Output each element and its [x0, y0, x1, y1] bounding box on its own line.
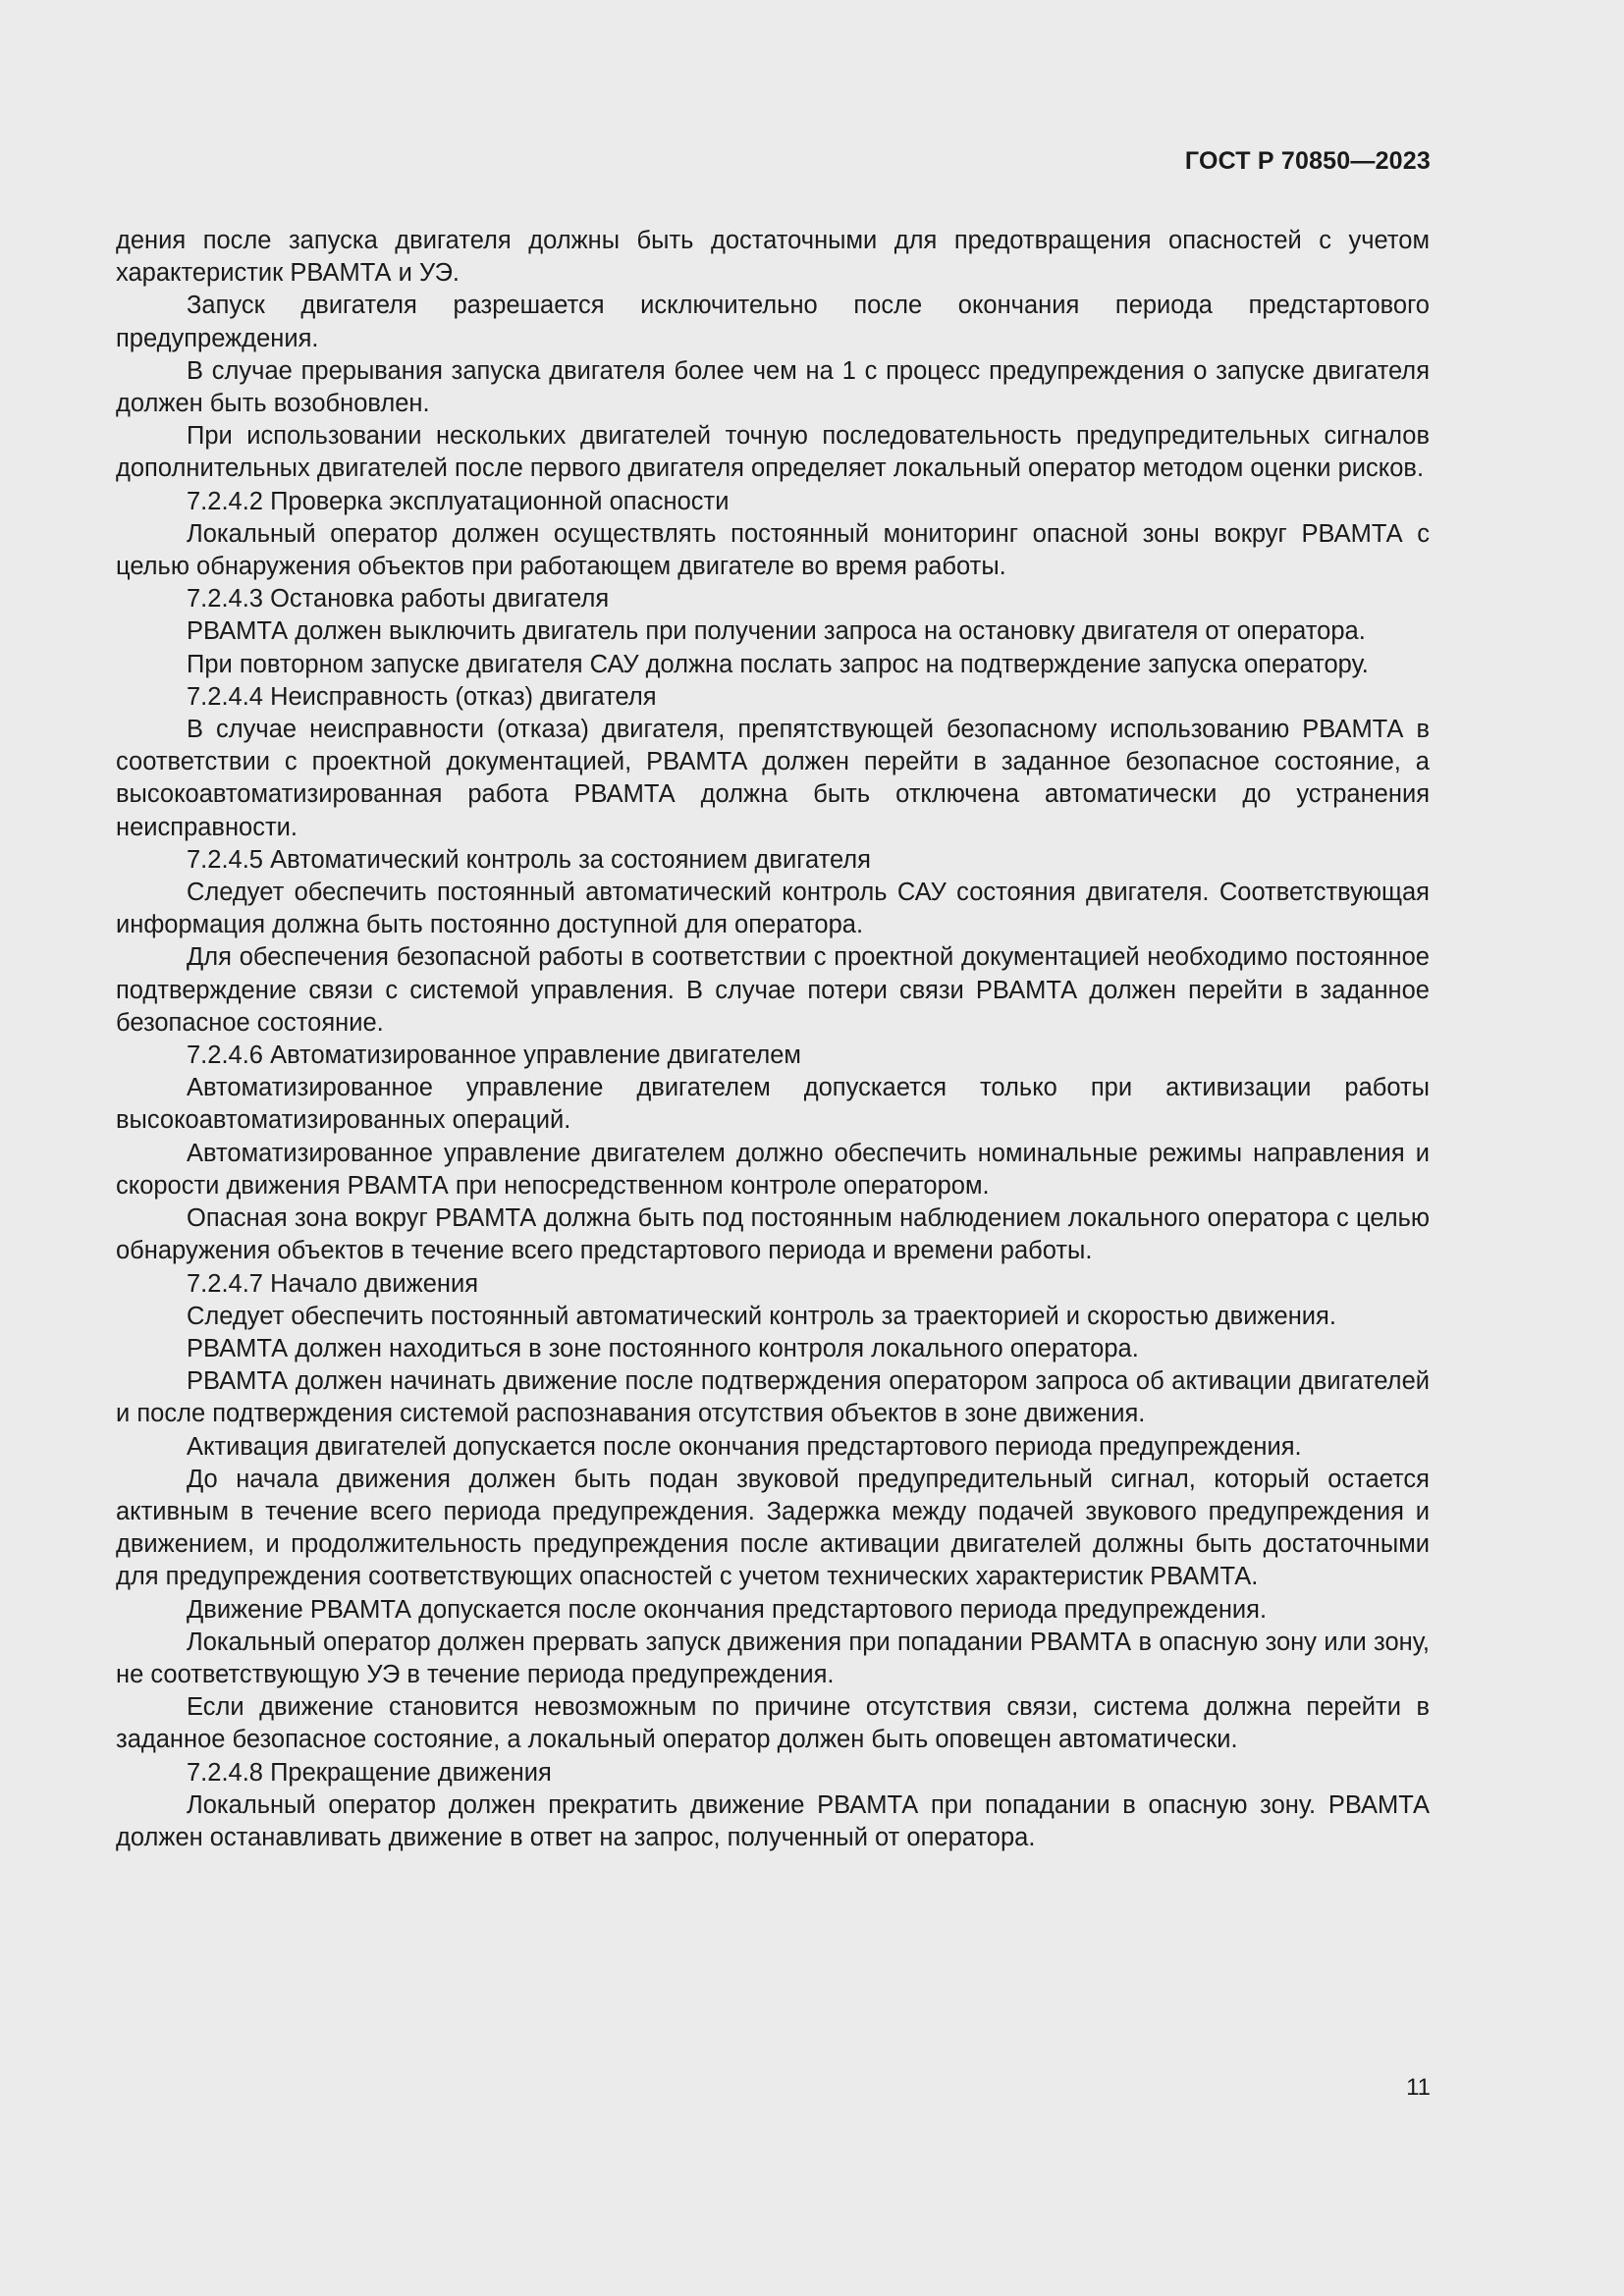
section-heading: 7.2.4.7 Начало движения: [187, 1269, 479, 1298]
paragraph: РВАМТА должен выключить двигатель при получении запроса на остановку двигателя от оператора.: [187, 617, 1366, 646]
paragraph: Движение РВАМТА допускается после окончания предстартового периода предупреждения.: [187, 1595, 1268, 1624]
paragraph: Следует обеспечить постоянный автоматический контроль САУ состояния двигателя. Соответствующая информация должна быть постоянно доступной для оператора.: [116, 879, 1430, 939]
section-heading: 7.2.4.3 Остановка работы двигателя: [187, 585, 610, 614]
document-header: ГОСТ Р 70850—2023: [1184, 147, 1431, 175]
paragraph: Следует обеспечить постоянный автоматический контроль за траекторией и скоростью движения.: [187, 1302, 1336, 1330]
paragraph: Опасная зона вокруг РВАМТА должна быть под постоянным наблюдением локального оператора с целью обнаружения объектов в течение всего предстартового периода и времени работы.: [116, 1204, 1430, 1265]
paragraph: Для обеспечения безопасной работы в соответствии с проектной документацией необходимо постоянное подтверждение связи с системой управления. В случае потери связи РВАМТА должен перейти в заданное безопасное состояние.: [116, 943, 1430, 1037]
paragraph: Локальный оператор должен осуществлять постоянный мониторинг опасной зоны вокруг РВАМТА с целью обнаружения объектов при работающем двигателе во время работы.: [116, 519, 1430, 581]
paragraph: При повторном запуске двигателя САУ должна послать запрос на подтверждение запуска оператору.: [187, 650, 1369, 678]
paragraph: В случае прерывания запуска двигателя более чем на 1 с процесс предупреждения о запуске двигателя должен быть возобновлен.: [116, 356, 1430, 418]
paragraph: Активация двигателей допускается после окончания предстартового периода предупреждения.: [187, 1432, 1302, 1461]
section-heading: 7.2.4.8 Прекращение движения: [187, 1758, 552, 1787]
page-number: 11: [1406, 2074, 1431, 2101]
document-body: [116, 225, 1430, 1854]
paragraph: При использовании нескольких двигателей точную последовательность предупредительных сигналов дополнительных двигателей после первого двигателя определяет локальный оператор методом оценки рисков.: [116, 422, 1430, 483]
section-heading: 7.2.4.6 Автоматизированное управление двигателем: [187, 1041, 801, 1070]
section-heading: 7.2.4.5 Автоматический контроль за состоянием двигателя: [187, 845, 871, 874]
paragraph: РВАМТА должен начинать движение после подтверждения оператором запроса об активации двигателей и после подтверждения системой распознавания отсутствия объектов в зоне движения.: [116, 1367, 1430, 1428]
section-heading: 7.2.4.2 Проверка эксплуатационной опасности: [187, 487, 730, 515]
paragraph: До начала движения должен быть подан звуковой предупредительный сигнал, который остается активным в течение всего периода предупреждения. Задержка между подачей звукового предупреждения и движением, и продолжительность предупреждения после активации двигателей должны быть достаточными для предупреждения соответствующих опасностей с учетом технических характеристик РВАМТА.: [116, 1465, 1430, 1591]
paragraph: РВАМТА должен находиться в зоне постоянного контроля локального оператора.: [187, 1334, 1139, 1362]
paragraph: Если движение становится невозможным по причине отсутствия связи, система должна перейти в заданное безопасное состояние, а локальный оператор должен быть оповещен автоматически.: [116, 1693, 1430, 1754]
paragraph: В случае неисправности (отказа) двигателя, препятствующей безопасному использованию РВАМТА в соответствии с проектной документацией, РВАМТА должен перейти в заданное безопасное состояние, а высокоавтоматизированная работа РВАМТА должна быть отключена автоматически до устранения неисправности.: [116, 716, 1430, 841]
paragraph: Автоматизированное управление двигателем допускается только при активизации работы высокоавтоматизированных операций.: [116, 1074, 1430, 1135]
paragraph: дения после запуска двигателя должны быть достаточными для предотвращения опасностей с учетом характеристик РВАМТА и УЭ.: [116, 227, 1430, 288]
paragraph: Автоматизированное управление двигателем должно обеспечить номинальные режимы направления и скорости движения РВАМТА при непосредственном контроле оператором.: [116, 1139, 1430, 1200]
paragraph: Запуск двигателя разрешается исключительно после окончания периода предстартового предупреждения.: [116, 292, 1430, 352]
paragraph: Локальный оператор должен прекратить движение РВАМТА при попадании в опасную зону. РВАМТА должен останавливать движение в ответ на запрос, полученный от оператора.: [116, 1790, 1430, 1851]
section-heading: 7.2.4.4 Неисправность (отказ) двигателя: [187, 682, 657, 711]
paragraph: Локальный оператор должен прервать запуск движения при попадании РВАМТА в опасную зону или зону, не соответствующую УЭ в течение периода предупреждения.: [116, 1628, 1430, 1688]
